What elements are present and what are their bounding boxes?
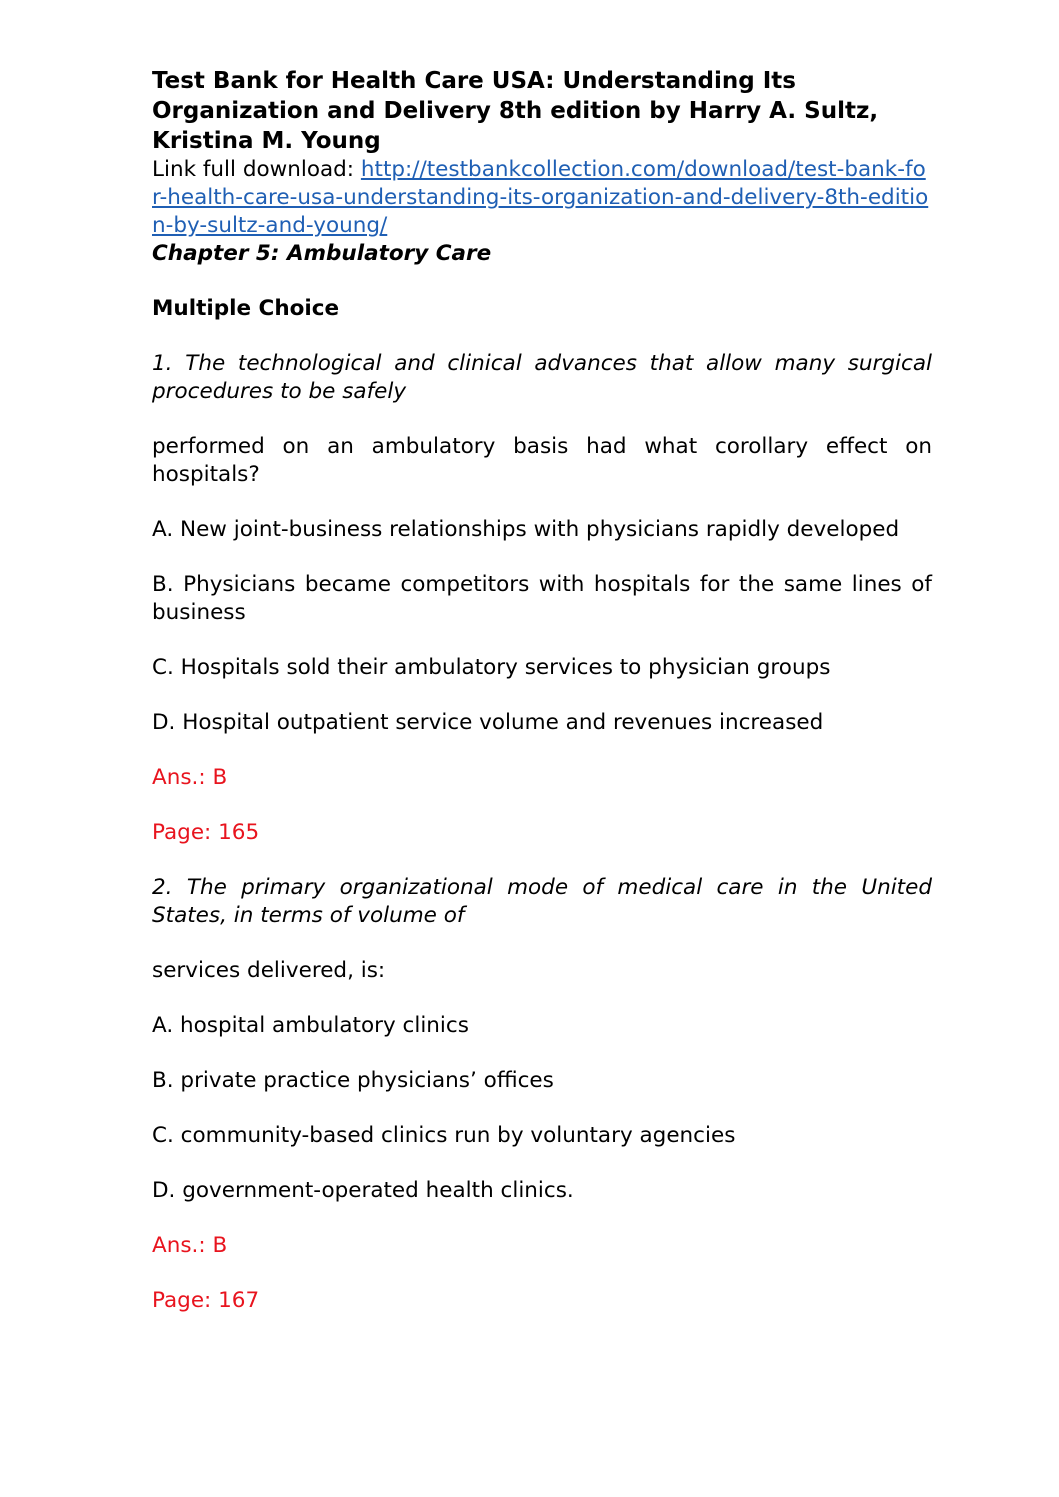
page-reference: Page: 165 bbox=[152, 820, 260, 845]
question-2 bbox=[152, 874, 932, 1315]
download-link-label: Link full download: bbox=[152, 157, 361, 182]
question-1 bbox=[152, 350, 932, 847]
document-title: Test Bank for Health Care USA: Understanding Its Organization and Delivery 8th edition by Harry A. Sultz, Kristina M. Young bbox=[152, 68, 879, 154]
question-stem-continued: services delivered, is: bbox=[152, 958, 386, 983]
page-reference: Page: 167 bbox=[152, 1288, 260, 1313]
download-link[interactable]: http://testbankcollection.com/download/test-bank-for-health-care-usa-understanding-its-organization-and-delivery-8th-edition-by-sultz-and-young/ bbox=[152, 157, 929, 238]
option-a: A. New joint-business relationships with physicians rapidly developed bbox=[152, 517, 900, 542]
document-page bbox=[152, 66, 932, 1342]
option-a: A. hospital ambulatory clinics bbox=[152, 1013, 469, 1038]
option-c: C. Hospitals sold their ambulatory services to physician groups bbox=[152, 655, 831, 680]
option-b: B. Physicians became competitors with hospitals for the same lines of business bbox=[152, 572, 932, 625]
answer-key: Ans.: B bbox=[152, 765, 228, 790]
question-stem-continued: performed on an ambulatory basis had what corollary effect on hospitals? bbox=[152, 434, 932, 487]
question-stem: 2. The primary organizational mode of medical care in the United States, in terms of volume of bbox=[152, 875, 932, 928]
section-heading: Multiple Choice bbox=[152, 296, 340, 321]
question-stem: 1. The technological and clinical advances that allow many surgical procedures to be safely bbox=[152, 351, 932, 404]
option-b: B. private practice physicians’ offices bbox=[152, 1068, 554, 1093]
answer-key: Ans.: B bbox=[152, 1233, 228, 1258]
option-d: D. Hospital outpatient service volume and revenues increased bbox=[152, 710, 824, 735]
download-link-line bbox=[152, 156, 932, 240]
chapter-heading: Chapter 5: Ambulatory Care bbox=[152, 241, 492, 266]
option-c: C. community-based clinics run by voluntary agencies bbox=[152, 1123, 736, 1148]
option-d: D. government-operated health clinics. bbox=[152, 1178, 574, 1203]
